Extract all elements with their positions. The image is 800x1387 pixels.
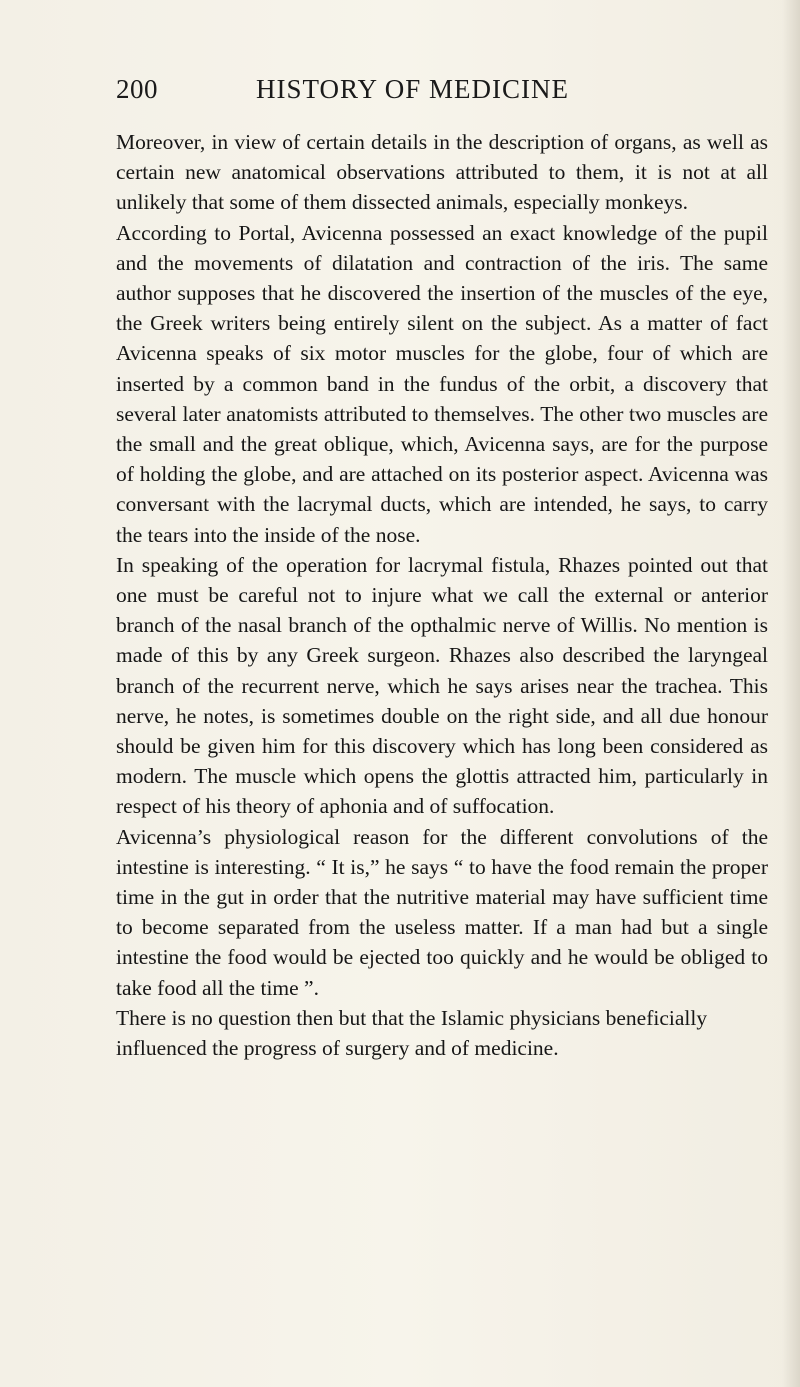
running-head: HISTORY OF MEDICINE (256, 74, 570, 104)
page-header (116, 74, 734, 114)
paragraph: According to Portal, Avicenna possessed an exact knowledge of the pupil and the movements of dilatation and contraction of the iris. The same author supposes that he discovered the insertion of the muscles of the eye, the Greek writers being entirely silent on the subject. As a matter of fact Avicenna speaks of six motor muscles for the globe, four of which are inserted by a common band in the fundus of the orbit, a discovery that several later anatomists attributed to themselves. The other two muscles are the small and the great oblique, which, Avicenna says, are for the purpose of holding the globe, and are attached on its posterior aspect. Avicenna was conversant with the lacrymal ducts, which are intended, he says, to carry the tears into the inside of the nose. (116, 220, 768, 547)
paragraph: Moreover, in view of certain details in the description of organs, as well as certain new anatomical observations attributed to them, it is not at all unlikely that some of them dissected animals, especially monkeys. (116, 130, 768, 215)
paragraph: In speaking of the operation for lacrymal fistula, Rhazes pointed out that one must be careful not to injure what we call the external or anterior branch of the nasal branch of the opthalmic nerve of Willis. No mention is made of this by any Greek surgeon. Rhazes also described the laryngeal branch of the recurrent nerve, which he says arises near the trachea. This nerve, he notes, is sometimes double on the right side, and all due honour should be given him for this discovery which has long been considered as modern. The muscle which opens the glottis attracted him, particularly in respect of his theory of aphonia and of suffocation. (116, 552, 768, 819)
body-text (116, 127, 768, 1063)
paragraph: There is no question then but that the Islamic physicians beneficially influenced the progress of surgery and of medicine. (116, 1005, 708, 1061)
paragraph: Avicenna’s physiological reason for the different convolutions of the intestine is interesting. “ It is,” he says “ to have the food remain the proper time in the gut in order that the nutritive material may have sufficient time to become separated from the useless matter. If a man had but a single intestine the food would be ejected too quickly and he would be obliged to take food all the time ”. (116, 824, 768, 1000)
page-number: 200 (116, 74, 158, 104)
page-edge-shadow (782, 0, 800, 1387)
